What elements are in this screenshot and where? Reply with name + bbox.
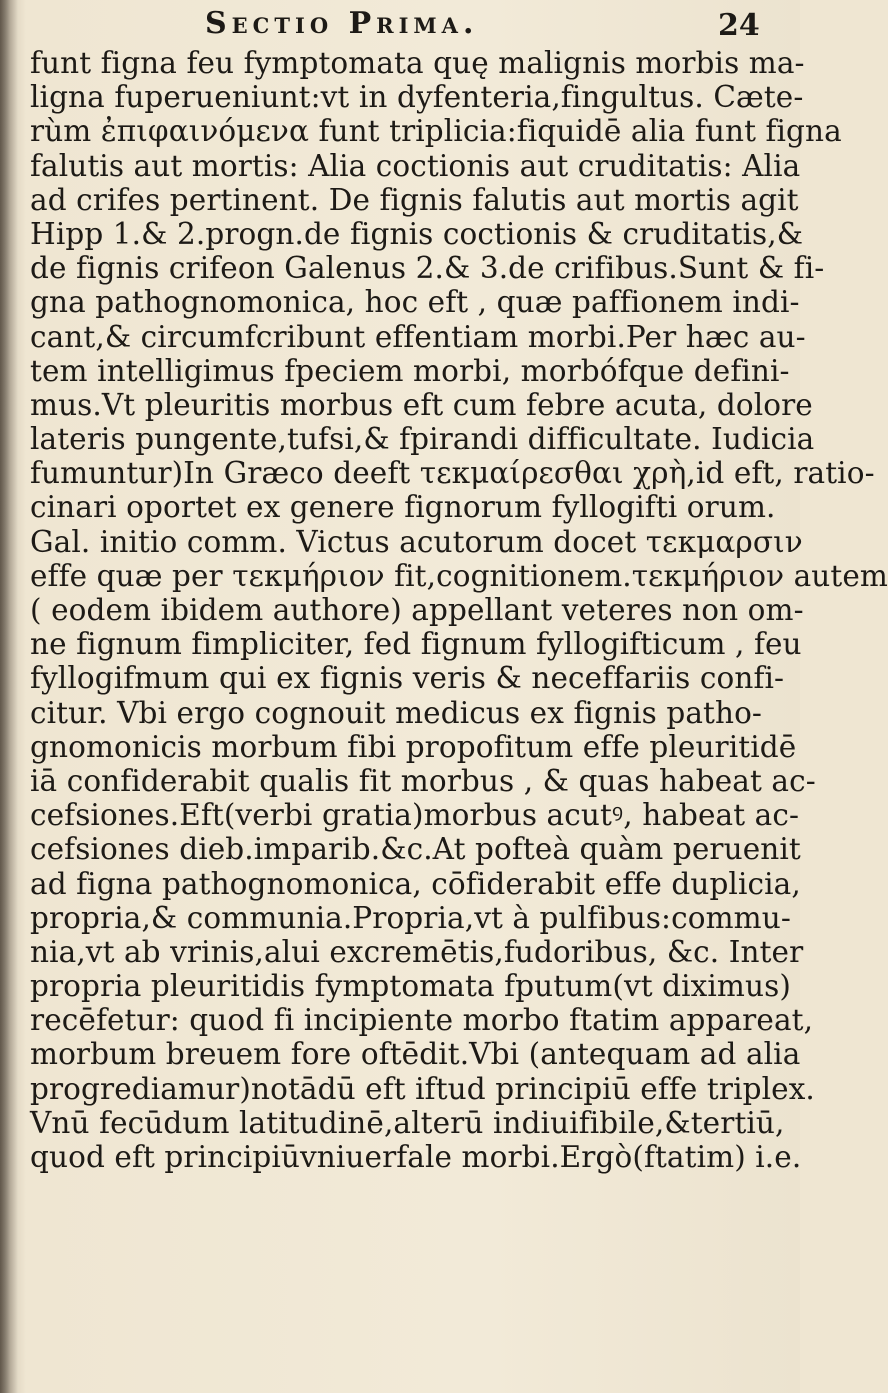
text-line: tem intelligimus fpeciem morbi, morbófque defini- xyxy=(30,353,790,388)
page-number: 24 xyxy=(718,8,760,43)
text-line: effe quæ per τεκμήριον fit,cognitionem.τεκμήριον autem xyxy=(30,558,888,593)
text-line: gnomonicis morbum fibi propofitum effe pleuritidē xyxy=(30,729,797,764)
text-line: cefsiones.Eft(verbi gratia)morbus acutꝰ, habeat ac- xyxy=(30,798,800,833)
text-line: citur. Vbi ergo cognouit medicus ex fignis patho- xyxy=(30,695,762,730)
text-line: funt figna feu fymptomata quę malignis morbis ma- xyxy=(30,46,805,80)
text-line: propria pleuritidis fymptomata fputum(vt diximus) xyxy=(30,969,791,1004)
text-line: ligna fuperueniunt:vt in dyfenteria,fingultus. Cæte- xyxy=(30,80,804,115)
text-line: recēfetur: quod fi incipiente morbo ftatim appareat, xyxy=(30,1003,814,1038)
text-line: Hipp 1.& 2.progn.de fignis coctionis & cruditatis,& xyxy=(30,216,804,251)
text-line: Gal. initio comm. Victus acutorum docet τεκμαρσιν xyxy=(30,524,803,559)
text-line: fumuntur)In Græco deeft τεκμαίρεσθαι χρὴ,id eft, ratio- xyxy=(30,456,875,491)
text-line: propria,& communia.Propria,vt à pulfibus:commu- xyxy=(30,900,791,935)
body-text xyxy=(30,46,888,1174)
text-line: de fignis crifeon Galenus 2.& 3.de crifibus.Sunt & fi- xyxy=(30,251,825,286)
text-line: quod eft principiūvniuerfale morbi.Ergò(ftatim) i.e. xyxy=(30,1140,802,1174)
text-line: cinari oportet ex genere fignorum fyllogifti orum. xyxy=(30,490,776,525)
running-head: Sectio Prima. xyxy=(205,6,479,41)
text-line: ad crifes pertinent. De fignis falutis aut mortis agit xyxy=(30,182,799,217)
binding-shadow xyxy=(0,0,18,1393)
text-line: falutis aut mortis: Alia coctionis aut cruditatis: Alia xyxy=(30,148,801,183)
text-line: mus.Vt pleuritis morbus eft cum febre acuta, dolore xyxy=(30,387,813,422)
text-line: gna pathognomonica, hoc eft , quæ paffionem indi- xyxy=(30,285,800,320)
text-line: iā confiderabit qualis fit morbus , & quas habeat ac- xyxy=(30,763,816,798)
page-header xyxy=(0,4,800,42)
text-line: rùm ἐπιφαινόμενα funt triplicia:fiquidē alia funt figna xyxy=(30,114,842,149)
text-line: fyllogifmum qui ex fignis veris & neceffariis confi- xyxy=(30,661,785,696)
text-line: ne fignum fimpliciter, fed fignum fyllogifticum , feu xyxy=(30,627,802,662)
text-line: nia,vt ab vrinis,alui excremētis,fudoribus, &c. Inter xyxy=(30,934,804,969)
text-line: ad figna pathognomonica, cōfiderabit effe duplicia, xyxy=(30,866,801,901)
text-line: ( eodem ibidem authore) appellant veteres non om- xyxy=(30,593,804,627)
text-line: Vnū fecūdum latitudinē,alterū indiuifibile,&tertiū, xyxy=(30,1105,785,1140)
text-line: lateris pungente,tufsi,& fpirandi difficultate. Iudicia xyxy=(30,422,815,457)
text-line: cant,& circumfcribunt effentiam morbi.Per hæc au- xyxy=(30,319,806,354)
text-line: progrediamur)notādū eft iftud principiū effe triplex. xyxy=(30,1071,815,1106)
text-line: morbum breuem fore oftēdit.Vbi (antequam ad alia xyxy=(30,1037,801,1072)
text-line: cefsiones dieb.imparib.&c.At poftеà quàm peruenit xyxy=(30,832,801,867)
